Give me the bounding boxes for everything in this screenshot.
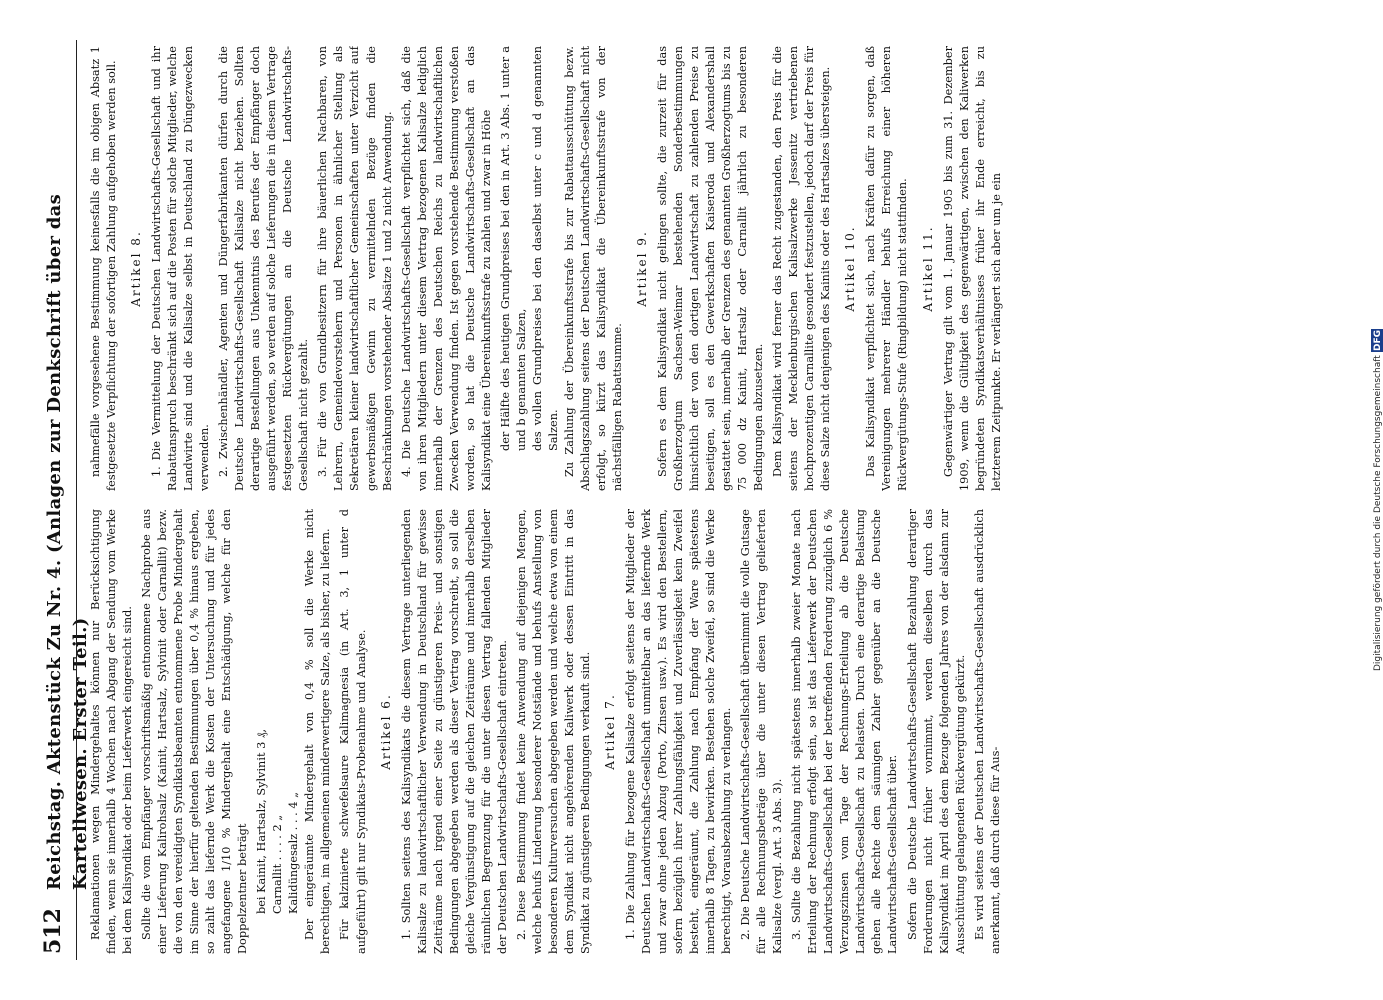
text-columns	[88, 46, 1346, 954]
paragraph: Es wird seitens der Deutschen Landwirtschafts-Gesellschaft ausdrücklich anerkannt, daß durch diese für Aus-	[972, 509, 1002, 954]
page-title: Reichstag. Aktenstück Zu Nr. 4. (Anlagen zur Denkschrift über das Kartellwesen. Erster Teil.)	[43, 193, 91, 891]
paragraph: 1. Sollten seitens des Kalisyndikats die diesem Vertrage unterliegenden Kalisalze zu landwirtschaftlicher Verwendung in Deutschland für gewisse Zeiträume nach irgend einer Seite zu günstigeren Preis- und sonstigen Bedingungen abgegeben werden als dieser Vertrag vorschreibt, so soll die gleiche Vergünstigung auf die gleichen Zeiträume und innerhalb derselben räumlichen Begrenzung für die unter diesen Vertrag fallenden Mitglieder der Deutschen Landwirtschafts-Gesellschaft eintreten.	[399, 509, 509, 954]
paragraph: Das Kalisyndikat verpflichtet sich, nach Kräften dafür zu sorgen, daß Vereinigungen mehrerer Händler behufs Erreichung einer höheren Rückvergütungs-Stufe (Ringbildung) nicht stattfinden.	[863, 46, 909, 491]
paragraph: Kalidüngesalz . . . 4 „	[286, 792, 300, 914]
paragraph: 3. Sollte die Bezahlung nicht spätestens innerhalb zweier Monate nach Erteilung der Rechnung erfolgt sein, so ist das Lieferwerk der Deutschen Landwirtschafts-Gesellschaft bei der betreffenden Forderung zuzüglich 6 % Verzugszinsen vom Tage der Rechnungs-Erteilung ab die Deutsche Landwirtschafts-Gesellschaft zu belasten. Durch eine derartige Belastung gehen alle Rechte dem säumigen Zahler gegenüber an die Deutsche Landwirtschafts-Gesellschaft über.	[789, 509, 899, 954]
article-heading: Artikel 7.	[602, 693, 617, 770]
article-heading: Artikel 10.	[842, 225, 857, 312]
paragraph: 2. Zwischenhändler, Agenten und Düngerfabrikanten dürfen durch die Deutsche Landwirtschafts-Gesellschaft Kalisalze nicht beziehen. Sollten derartige Bestellungen aus Unkenntnis des Berufes der Empfänger doch ausgeführt werden, so werden auf solche Lieferungen die in diesem Vertrage festgesetzten Rückvergütungen an die Deutsche Landwirtschafts-Gesellschaft nicht gezahlt.	[216, 46, 310, 491]
paragraph: Für kalzinierte schwefelsaure Kalimagnesia (in Art. 3, 1 unter d aufgeführt) gilt nur Syndikats-Probenahme und Analyse.	[337, 509, 367, 954]
paragraph: Sollte die vom Empfänger vorschriftsmäßig entnommene Nachprobe aus einer Lieferung Kalirohsalz (Kainit, Hartsalz, Sylvinit oder Carnallit) bezw. die von den vereidigten Syndikatsbeamten entnommene Probe Mindergehalt im Sinne der hierfür geltenden Bestimmungen über 0,4 % hinaus ergeben, so zahlt das liefernde Werk die Kosten der Untersuchung und für jedes angefangene 1/10 % Mindergehalt eine Entschädigung, welche für den Doppelzentner beträgt	[139, 509, 249, 954]
paragraph: des vollen Grundpreises bei den daselbst unter c und d genannten Salzen.	[530, 46, 560, 451]
document-page	[32, 40, 1352, 960]
left-column	[88, 509, 1346, 954]
article-heading: Artikel 9.	[634, 230, 649, 307]
paragraph: Carnallit . . . . 2 „	[270, 814, 284, 914]
right-column	[88, 46, 1346, 491]
article-heading: Artikel 8.	[128, 230, 143, 307]
article-heading: Artikel 6.	[378, 693, 393, 770]
digitization-credit	[1369, 0, 1383, 1000]
paragraph: 2. Die Deutsche Landwirtschafts-Gesellschaft übernimmt die volle Gutsage für alle Rechnungsbeträge über die unter diesen Vertrag gelieferten Kalisalze (vergl. Art. 3 Abs. 3).	[738, 509, 784, 954]
paragraph: 4. Die Deutsche Landwirtschafts-Gesellschaft verpflichtet sich, daß die von ihren Mitgliedern unter diesem Vertrag bezogenen Kalisalze lediglich innerhalb der Grenzen des Deutschen Reichs zu landwirtschaftlichen Zwecken Verwendung finden. Ist gegen vorstehende Bestimmung verstoßen worden, so hat die Deutsche Landwirtschafts-Gesellschaft an das Kalisyndikat eine Übereinkunftsstrafe zu zahlen und zwar in Höhe	[399, 46, 493, 491]
paragraph: bei Kainit, Hartsalz, Sylvinit 3 ₰,	[254, 728, 268, 914]
paragraph: nahmefälle vorgesehene Bestimmung keinesfalls die im obigen Absatz 1 festgesetzte Verpflichtung der sofortigen Zahlung aufgehoben werden soll.	[88, 46, 118, 491]
paragraph: Der eingeräumte Mindergehalt von 0,4 % soll die Werke nicht berechtigen, im allgemeinen minderwertigere Salze, als bisher, zu liefern.	[302, 509, 332, 954]
article-heading: Artikel 11.	[920, 225, 934, 312]
header-rule	[76, 40, 77, 960]
dfg-logo: DFG	[1373, 329, 1383, 351]
paragraph: Sofern die Deutsche Landwirtschafts-Gesellschaft Bezahlung derartiger Forderungen nicht früher vornimmt, werden dieselben durch das Kalisyndikat im April des dem Bezuge folgenden Jahres von der alsdann zur Ausschüttung gelangenden Rückvergütung gekürzt.	[905, 509, 967, 954]
paragraph: Reklamationen wegen Mindergehaltes können nur Berücksichtigung finden, wenn sie innerhalb 4 Wochen nach Abgang der Sendung vom Werke bei dem Kalisyndikat oder beim Lieferwerk eingereicht sind.	[88, 509, 134, 954]
paragraph: 1. Die Zahlung für bezogene Kalisalze erfolgt seitens der Mitglieder der Deutschen Landwirtschafts-Gesellschaft unmittelbar an das liefernde Werk und zwar ohne jeden Abzug (Porto, Zinsen usw.). Es wird den Bestellern, sofern bezüglich ihrer Zahlungsfähigkeit und Zuverlässigkeit kein Zweifel besteht, eingeräumt, die Zahlung nach Empfang der Ware spätestens innerhalb 8 Tagen, zu bewirken. Bestehen solche Zweifel, so sind die Werke berechtigt, Vorausbezahlung zu verlangen.	[623, 509, 733, 954]
credit-text: Digitalisierung gefördert durch die Deutsche Forschungsgemeinschaft	[1373, 355, 1383, 672]
paragraph: Sofern es dem Kalisyndikat nicht gelingen sollte, die zurzeit für das Großherzogtum Sachsen-Weimar bestehenden Sonderbestimmungen hinsichtlich der von den dortigen Landwirtschaft zu zahlenden Preise zu beseitigen, soll es den Gewerkschaften Kaiseroda und Alexandershall gestattet sein, innerhalb der Grenzen des genannten Großherzogtums bis zu 75 000 dz Kainit, Hartsalz oder Carnallit jährlich zu besonderen Bedingungen abzusetzen.	[655, 46, 765, 491]
page-header	[38, 46, 91, 954]
paragraph: Dem Kalisyndikat wird ferner das Recht zugestanden, den Preis für die seitens der Mecklenburgischen Kalisalzwerke Jessenitz vertriebenen hochprozentigen Carnallite gesondert festzustellen, jedoch darf der Preis für diese Salze nicht denjenigen des Kainits oder des Hartsalzes übersteigen.	[770, 46, 832, 491]
paragraph: der Hälfte des heutigen Grundpreises bei den in Art. 3 Abs. 1 unter a und b genannten Salzen,	[498, 46, 528, 451]
paragraph: 2. Diese Bestimmung findet keine Anwendung auf diejenigen Mengen, welche behufs Linderung besonderer Notstände und behufs Anstellung von besonderen Kulturversuchen abgegeben werden und welche etwa von einem dem Syndikat nicht angehörenden Kaliwerk oder dessen Eintritt in das Syndikat zu günstigeren Bedingungen verkauft sind.	[514, 509, 592, 954]
paragraph: Zu Zahlung der Übereinkunftsstrafe bis zur Rabattausschüttung bezw. Abschlagszahlung seitens der Deutschen Landwirtschafts-Gesellschaft nicht erfolgt, so kürzt das Kalisyndikat die Übereinkunftsstrafe von der nächstfälligen Rabattsumme.	[562, 46, 624, 491]
paragraph: 3. Für die von Grundbesitzern für ihre bäuerlichen Nachbaren, von Lehrern, Gemeindevorstehern und Personen in ähnlicher Stellung als Sekretären kleiner landwirtschaftlicher Gemeinschaften unter Verzicht auf gewerbsmäßigen Gewinn zu vermittelnden Bezüge finden die Beschränkungen vorstehender Absätze 1 und 2 nicht Anwendung.	[315, 46, 394, 491]
page-number: 512	[39, 908, 66, 954]
paragraph: Gegenwärtiger Vertrag gilt vom 1. Januar 1905 bis zum 31. Dezember 1909, wenn die Gültigkeit des gegenwärtigen, zwischen den Kaliwerken begründeten Syndikatsverhältnisses früher ihr Ende erreicht, bis zu letzterem Zeitpunkte. Er verlängert sich aber um je ein	[941, 46, 1003, 491]
paragraph: 1. Die Vermittelung der Deutschen Landwirtschafts-Gesellschaft und ihr Rabattanspruch beschränkt sich auf die Posten für solche Mitglieder, welche Landwirte sind und die Kalisalze selbst in Deutschland zu Düngezwecken verwenden.	[149, 46, 211, 491]
